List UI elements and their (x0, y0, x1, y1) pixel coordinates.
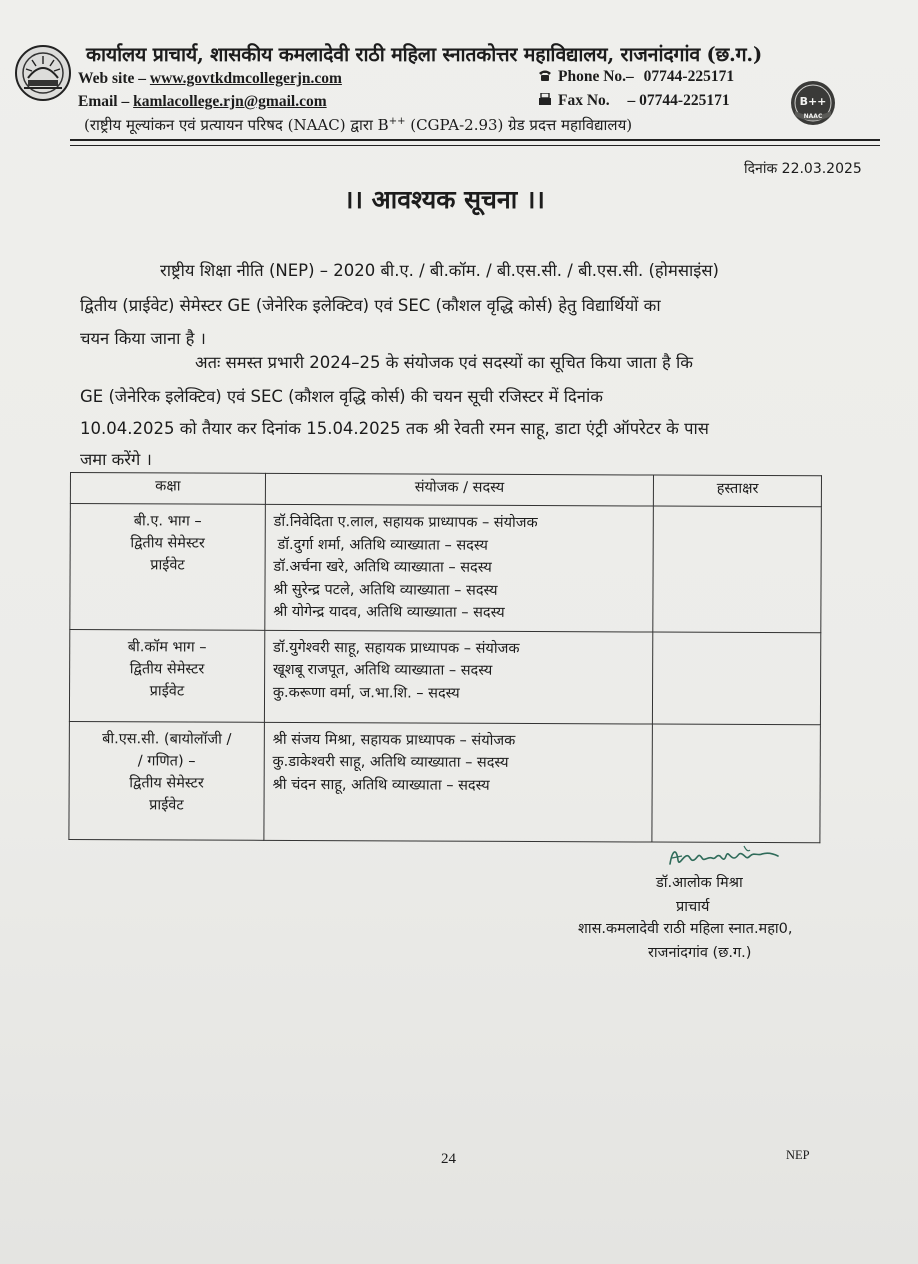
class-line: बी.एस.सी. (बायोलॉजी / (102, 730, 232, 748)
class-cell (70, 504, 265, 630)
table-row (69, 721, 821, 842)
member-line: डॉ.युगेश्वरी साहू, सहायक प्राध्यापक – संयोजक (273, 639, 520, 657)
member-line: श्री सुरेन्द्र पटले, अतिथि व्याख्याता – सदस्य (273, 581, 498, 599)
class-line: प्राईवेट (150, 557, 185, 574)
naac-badge-icon (790, 80, 836, 126)
phone-line (538, 68, 734, 86)
naac-accreditation-line (84, 115, 632, 135)
signature-cell (653, 632, 821, 725)
naac-prefix: (राष्ट्रीय मूल्यांकन एवं प्रत्यायन परिषद (NAAC) द्वारा B (84, 116, 389, 134)
website-link[interactable]: www.govtkdmcollegerjn.com (149, 70, 342, 87)
website-line (78, 70, 342, 88)
badge-label: NAAC (803, 113, 823, 120)
badge-grade: B++ (799, 95, 827, 108)
paragraph-line: चयन किया जाना है । (80, 329, 206, 348)
paragraph-line: राष्ट्रीय शिक्षा नीति (NEP) – 2020 बी.ए. / बी.कॉम. / बी.एस.सी. / बी.एस.सी. (होमसाइंस) (160, 261, 719, 280)
member-line: खूशबू राजपूत, अतिथि व्याख्याता – सदस्य (272, 661, 493, 679)
member-line: कु.करूणा वर्मा, ज.भा.शि. – सदस्य (272, 684, 460, 702)
website-label: Web site – (78, 70, 150, 87)
members-cell (264, 722, 653, 842)
signatory-designation: प्राचार्य (676, 899, 710, 915)
notice-date: दिनांक 22.03.2025 (744, 161, 862, 177)
table-row (70, 504, 822, 633)
class-line: द्वितीय सेमेस्टर (129, 774, 204, 792)
class-line: द्वितीय सेमेस्टर (129, 660, 205, 678)
member-line: श्री चंदन साहू, अतिथि व्याख्याता – सदस्य (272, 776, 490, 794)
page-number: 24 (441, 1151, 456, 1167)
paragraph-line: द्वितीय (प्राईवेट) सेमेस्टर GE (जेनेरिक इलेक्टिव) एवं SEC (कौशल वृद्धि कोर्स) हेतु विद्यार्थियों का (80, 296, 661, 315)
member-line: डॉ.अर्चना खरे, अतिथि व्याख्याता – सदस्य (273, 558, 492, 576)
footer-tag: NEP (786, 1148, 810, 1162)
notice-title: ।। आवश्यक सूचना ।। (344, 185, 545, 214)
member-line: कु.डाकेश्वरी साहू, अतिथि व्याख्याता – सदस्य (272, 753, 509, 771)
paragraph-line: जमा करेंगे । (80, 450, 152, 469)
member-line: श्री योगेन्द्र यादव, अतिथि व्याख्याता – सदस्य (273, 603, 505, 621)
college-emblem-icon (14, 44, 72, 102)
fax-label: Fax No. (558, 92, 610, 109)
column-header-class: कक्षा (70, 473, 265, 505)
email-label: Email – (78, 93, 134, 110)
signature-cell (653, 506, 821, 632)
members-cell (264, 630, 653, 724)
members-cell (265, 504, 654, 631)
phone-label: Phone No.– (558, 68, 634, 85)
member-line: श्री संजय मिश्रा, सहायक प्राध्यापक – संयोजक (272, 731, 516, 749)
signature-cell (652, 724, 820, 843)
header-rule-thin (70, 145, 880, 146)
table-row (69, 629, 820, 724)
email-link[interactable]: kamlacollege.rjn@gmail.com (133, 93, 327, 110)
header-rule-thick (70, 139, 880, 141)
class-line: बी.ए. भाग – (133, 513, 202, 530)
member-line: डॉ.निवेदिता ए.लाल, सहायक प्राध्यापक – संयोजक (273, 513, 538, 532)
class-line: प्राईवेट (149, 796, 184, 813)
signatory-name: डॉ.आलोक मिश्रा (656, 875, 743, 891)
paragraph-line: 10.04.2025 को तैयार कर दिनांक 15.04.2025 तक श्री रेवती रमन साहू, डाटा एंट्री ऑपरेटर के पास (80, 419, 709, 438)
email-line (78, 93, 327, 111)
column-header-members: संयोजक / सदस्य (265, 473, 654, 506)
signatory-institution: शास.कमलादेवी राठी महिला स्नात.महा0, (578, 921, 793, 937)
column-header-signature: हस्ताक्षर (654, 475, 822, 507)
committee-table (68, 472, 822, 843)
class-line: बी.कॉम भाग – (127, 638, 207, 656)
paragraph-line: GE (जेनेरिक इलेक्टिव) एवं SEC (कौशल वृद्धि कोर्स) की चयन सूची रजिस्टर में दिनांक (80, 387, 603, 406)
naac-suffix: (CGPA-2.93) ग्रेड प्रदत्त महाविद्यालय) (405, 116, 633, 134)
class-line: द्वितीय सेमेस्टर (130, 535, 205, 552)
phone-number: 07744-225171 (643, 68, 735, 85)
paragraph-line: अतः समस्त प्रभारी 2024–25 के संयोजक एवं सदस्यों का सूचित किया जाता है कि (195, 353, 693, 372)
principal-signature (664, 838, 784, 872)
table-header-row (70, 473, 821, 507)
fax-icon (538, 93, 552, 106)
phone-icon (538, 69, 552, 82)
fax-line (538, 92, 730, 110)
signatory-city: राजनांदगांव (छ.ग.) (648, 945, 752, 961)
class-cell (69, 629, 264, 722)
class-cell (69, 721, 264, 840)
class-line: प्राईवेट (149, 682, 185, 700)
member-line: डॉ.दुर्गा शर्मा, अतिथि व्याख्याता – सदस्य (277, 536, 488, 554)
fax-number: – 07744-225171 (627, 92, 730, 109)
class-line: / गणित) – (137, 752, 196, 770)
college-title: कार्यालय प्राचार्य, शासकीय कमलादेवी राठी महिला स्नातकोत्तर महाविद्यालय, राजनांदगांव (छ.ग.) (86, 43, 763, 66)
naac-grade-sup: ++ (388, 116, 406, 127)
